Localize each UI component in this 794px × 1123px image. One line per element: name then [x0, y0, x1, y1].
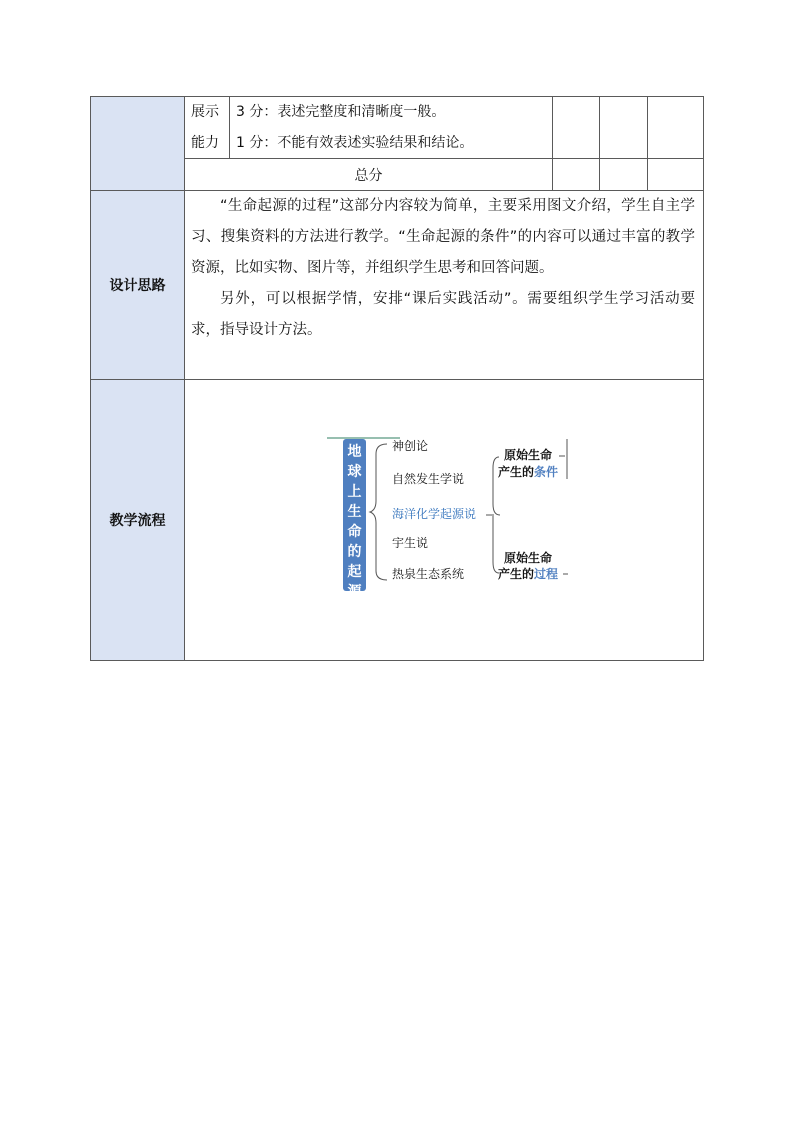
title-char-3: 上 [347, 484, 362, 500]
design-para-1: “生命起源的过程”这部分内容较为简单，主要采用图文介绍，学生自主学习、搜集资料的方法进行教学。“生命起源的条件”的内容可以通过丰富的教学资源，比如实物、图片等，并组织学生思考和回答问题。 [191, 198, 695, 276]
total-label: 总分 [354, 167, 383, 184]
title-char-5: 命 [347, 524, 362, 540]
title-char-7: 起 [347, 564, 362, 580]
show-label-line2: 能力 [191, 135, 219, 151]
title-char-6: 的 [347, 544, 362, 560]
title-char-4: 生 [347, 504, 362, 520]
flow-label: 教学流程 [109, 513, 166, 529]
show-label-line1: 展示 [191, 104, 219, 120]
lesson-table [90, 96, 704, 661]
title-char-1: 地 [347, 444, 362, 460]
theory-2: 自然发生学说 [392, 472, 465, 486]
left-brace [370, 444, 387, 580]
origin-of-life-diagram [90, 96, 704, 661]
branch2-prefix: 产生的 [498, 567, 535, 581]
theory-1: 神创论 [392, 439, 429, 453]
branch1-highlight: 条件 [534, 465, 559, 479]
branch1-line1: 原始生命 [504, 448, 553, 462]
branch1-prefix: 产生的 [498, 465, 535, 479]
theory-5: 热泉生态系统 [392, 567, 465, 581]
theory-3: 海洋化学起源说 [392, 507, 477, 521]
lower-branch-brace [493, 516, 499, 573]
design-para-2: 另外，可以根据学情，安排“课后实践活动”。需要组织学生学习活动要求，指导设计方法。 [191, 291, 695, 338]
title-char-8: 源 [347, 584, 362, 600]
title-char-2: 球 [347, 464, 362, 480]
branch2-highlight: 过程 [534, 567, 559, 581]
branch1-line2 [498, 465, 558, 479]
branch2-line2 [498, 567, 558, 581]
design-label: 设计思路 [109, 278, 166, 294]
criteria-line1: 3 分：表述完整度和清晰度一般。 [236, 104, 446, 120]
branch2-line1: 原始生命 [504, 551, 553, 565]
diagram-vertical-title [343, 439, 366, 600]
criteria-line2: 1 分：不能有效表述实验结果和结论。 [236, 135, 474, 151]
theory-4: 宇生说 [392, 536, 429, 550]
